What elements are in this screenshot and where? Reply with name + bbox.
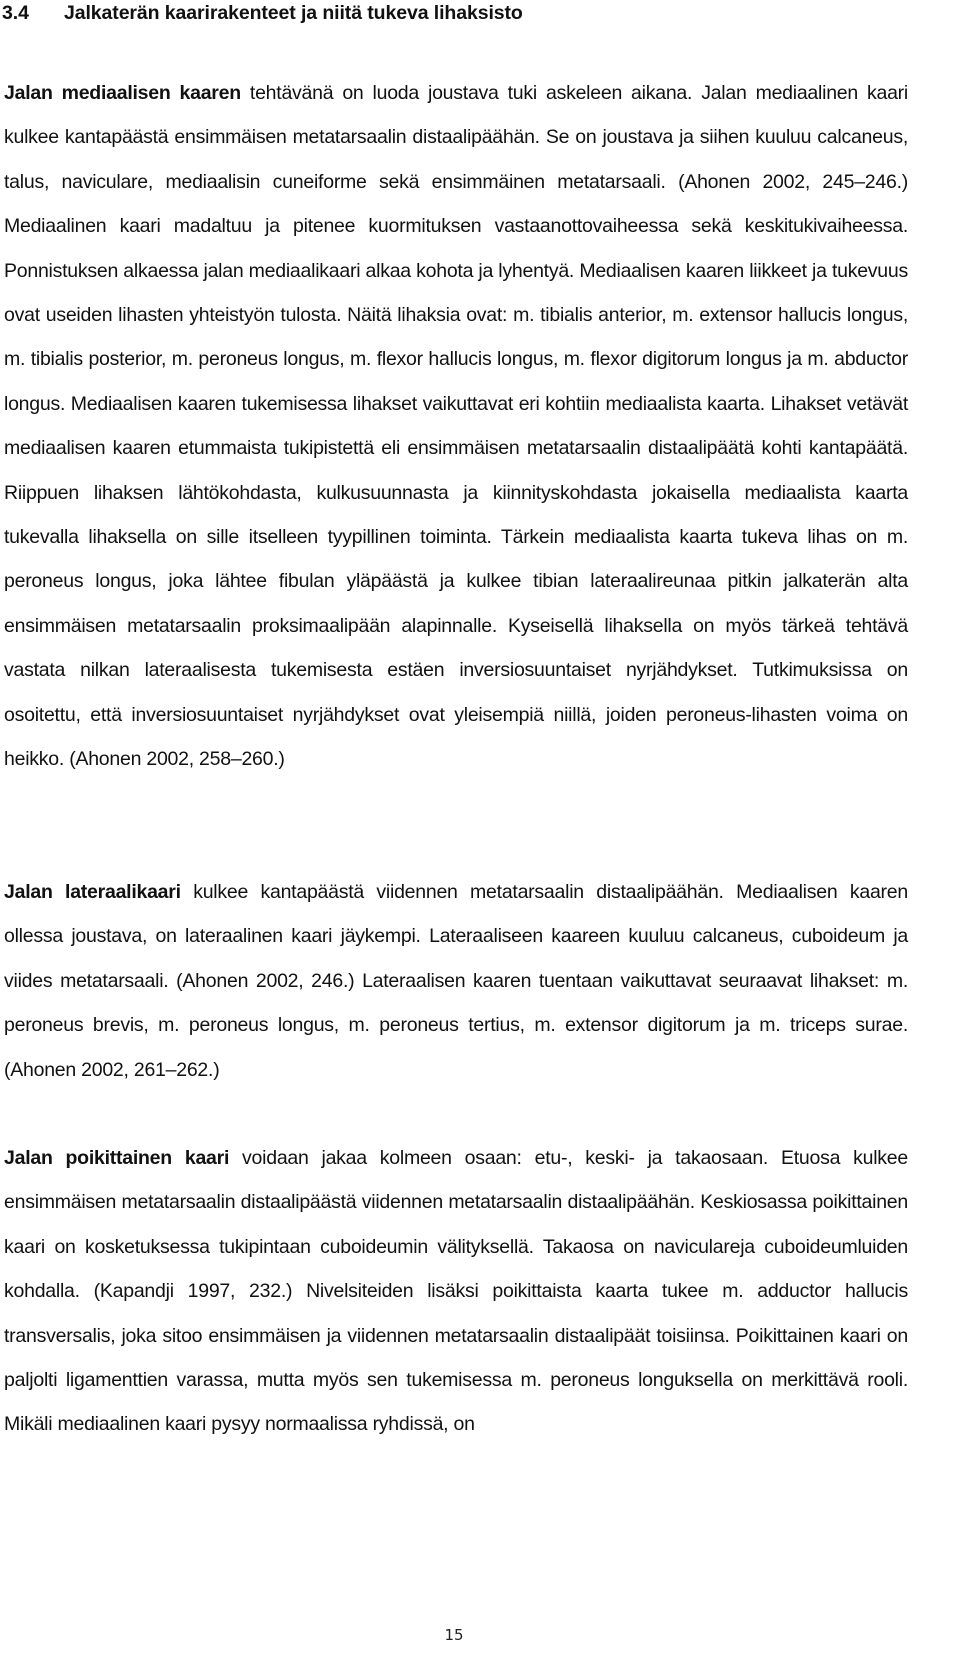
paragraph-body: voidaan jakaa kolmeen osaan: etu-, keski- ja takaosaan. Etuosa kulkee ensimmäisen metatarsaalin distaalipäästä viidennen metatarsaalin distaalipäähän. Keskiosassa poikittainen kaari on kosketuksessa tukipintaan cuboideumin välityksellä. Takaosa on naviculareja cuboideumluiden kohdalla. (Kapandji 1997, 232.) Nivelsiteiden lisäksi poikittaista kaarta tukee m. adductor hallucis transversalis, joka sitoo ensimmäisen ja viidennen metatarsaalin distaalipäät toisiinsa. Poikittainen kaari on paljolti ligamenttien varassa, mutta myös sen tukemisessa m. peroneus longuksella on merkittävä rooli. Mikäli mediaalinen kaari pysyy normaalissa ryhdissä, on: [4, 1147, 908, 1436]
paragraph-lead-term: Jalan mediaalisen kaaren: [4, 82, 241, 104]
paragraph-transverse-arch: [4, 1136, 908, 1447]
page-number: 15: [444, 1626, 464, 1644]
section-number: 3.4: [2, 2, 29, 24]
paragraph-medial-arch: [4, 71, 908, 782]
paragraph-lead-term: Jalan lateraalikaari: [4, 881, 181, 903]
paragraph-lead-term: Jalan poikittainen kaari: [4, 1147, 230, 1169]
paragraph-lateral-arch: [4, 870, 908, 1092]
paragraph-body: tehtävänä on luoda joustava tuki askeleen aikana. Jalan mediaalinen kaari kulkee kantapäästä ensimmäisen metatarsaalin distaalipäähän. Se on joustava ja siihen kuuluu calcaneus, talus, naviculare, mediaalisin cuneiforme sekä ensimmäinen metatarsaali. (Ahonen 2002, 245–246.) Mediaalinen kaari madaltuu ja pitenee kuormituksen vastaanottovaiheessa sekä keskitukivaiheessa. Ponnistuksen alkaessa jalan mediaalikaari alkaa kohota ja lyhentyä. Mediaalisen kaaren liikkeet ja tukevuus ovat useiden lihasten yhteistyön tulosta. Näitä lihaksia ovat: m. tibialis anterior, m. extensor hallucis longus, m. tibialis posterior, m. peroneus longus, m. flexor hallucis longus, m. flexor digitorum longus ja m. abductor longus. Mediaalisen kaaren tukemisessa lihakset vaikuttavat eri kohtiin mediaalista kaarta. Lihakset vetävät mediaalisen kaaren etummaista tukipistettä eli ensimmäisen metatarsaalin distaalipäätä kohti kantapäätä. Riippuen lihaksen lähtökohdasta, kulkusuunnasta ja kiinnityskohdasta jokaisella mediaalista kaarta tukevalla lihaksella on sille itselleen tyypillinen toiminta. Tärkein mediaalista kaarta tukeva lihas on m. peroneus longus, joka lähtee fibulan yläpäästä ja kulkee tibian lateraalireunaa pitkin jalkaterän alta ensimmäisen metatarsaalin proksimaalipään alapinnalle. Kyseisellä lihaksella on myös tärkeä tehtävä vastata nilkan lateraalisesta tukemisesta estäen inversiosuuntaiset nyrjähdykset. Tutkimuksissa on osoitettu, että inversiosuuntaiset nyrjähdykset ovat yleisempiä niillä, joiden peroneus-lihasten voima on heikko. (Ahonen 2002, 258–260.): [4, 82, 909, 771]
paragraph-body: kulkee kantapäästä viidennen metatarsaalin distaalipäähän. Mediaalisen kaaren ollessa joustava, on lateraalinen kaari jäykempi. Lateraaliseen kaareen kuuluu calcaneus, cuboideum ja viides metatarsaali. (Ahonen 2002, 246.) Lateraalisen kaaren tuentaan vaikuttavat seuraavat lihakset: m. peroneus brevis, m. peroneus longus, m. peroneus tertius, m. extensor digitorum ja m. triceps surae. (Ahonen 2002, 261–262.): [4, 881, 908, 1081]
section-heading: [2, 2, 523, 25]
section-title: Jalkaterän kaarirakenteet ja niitä tukeva lihaksisto: [64, 2, 523, 24]
